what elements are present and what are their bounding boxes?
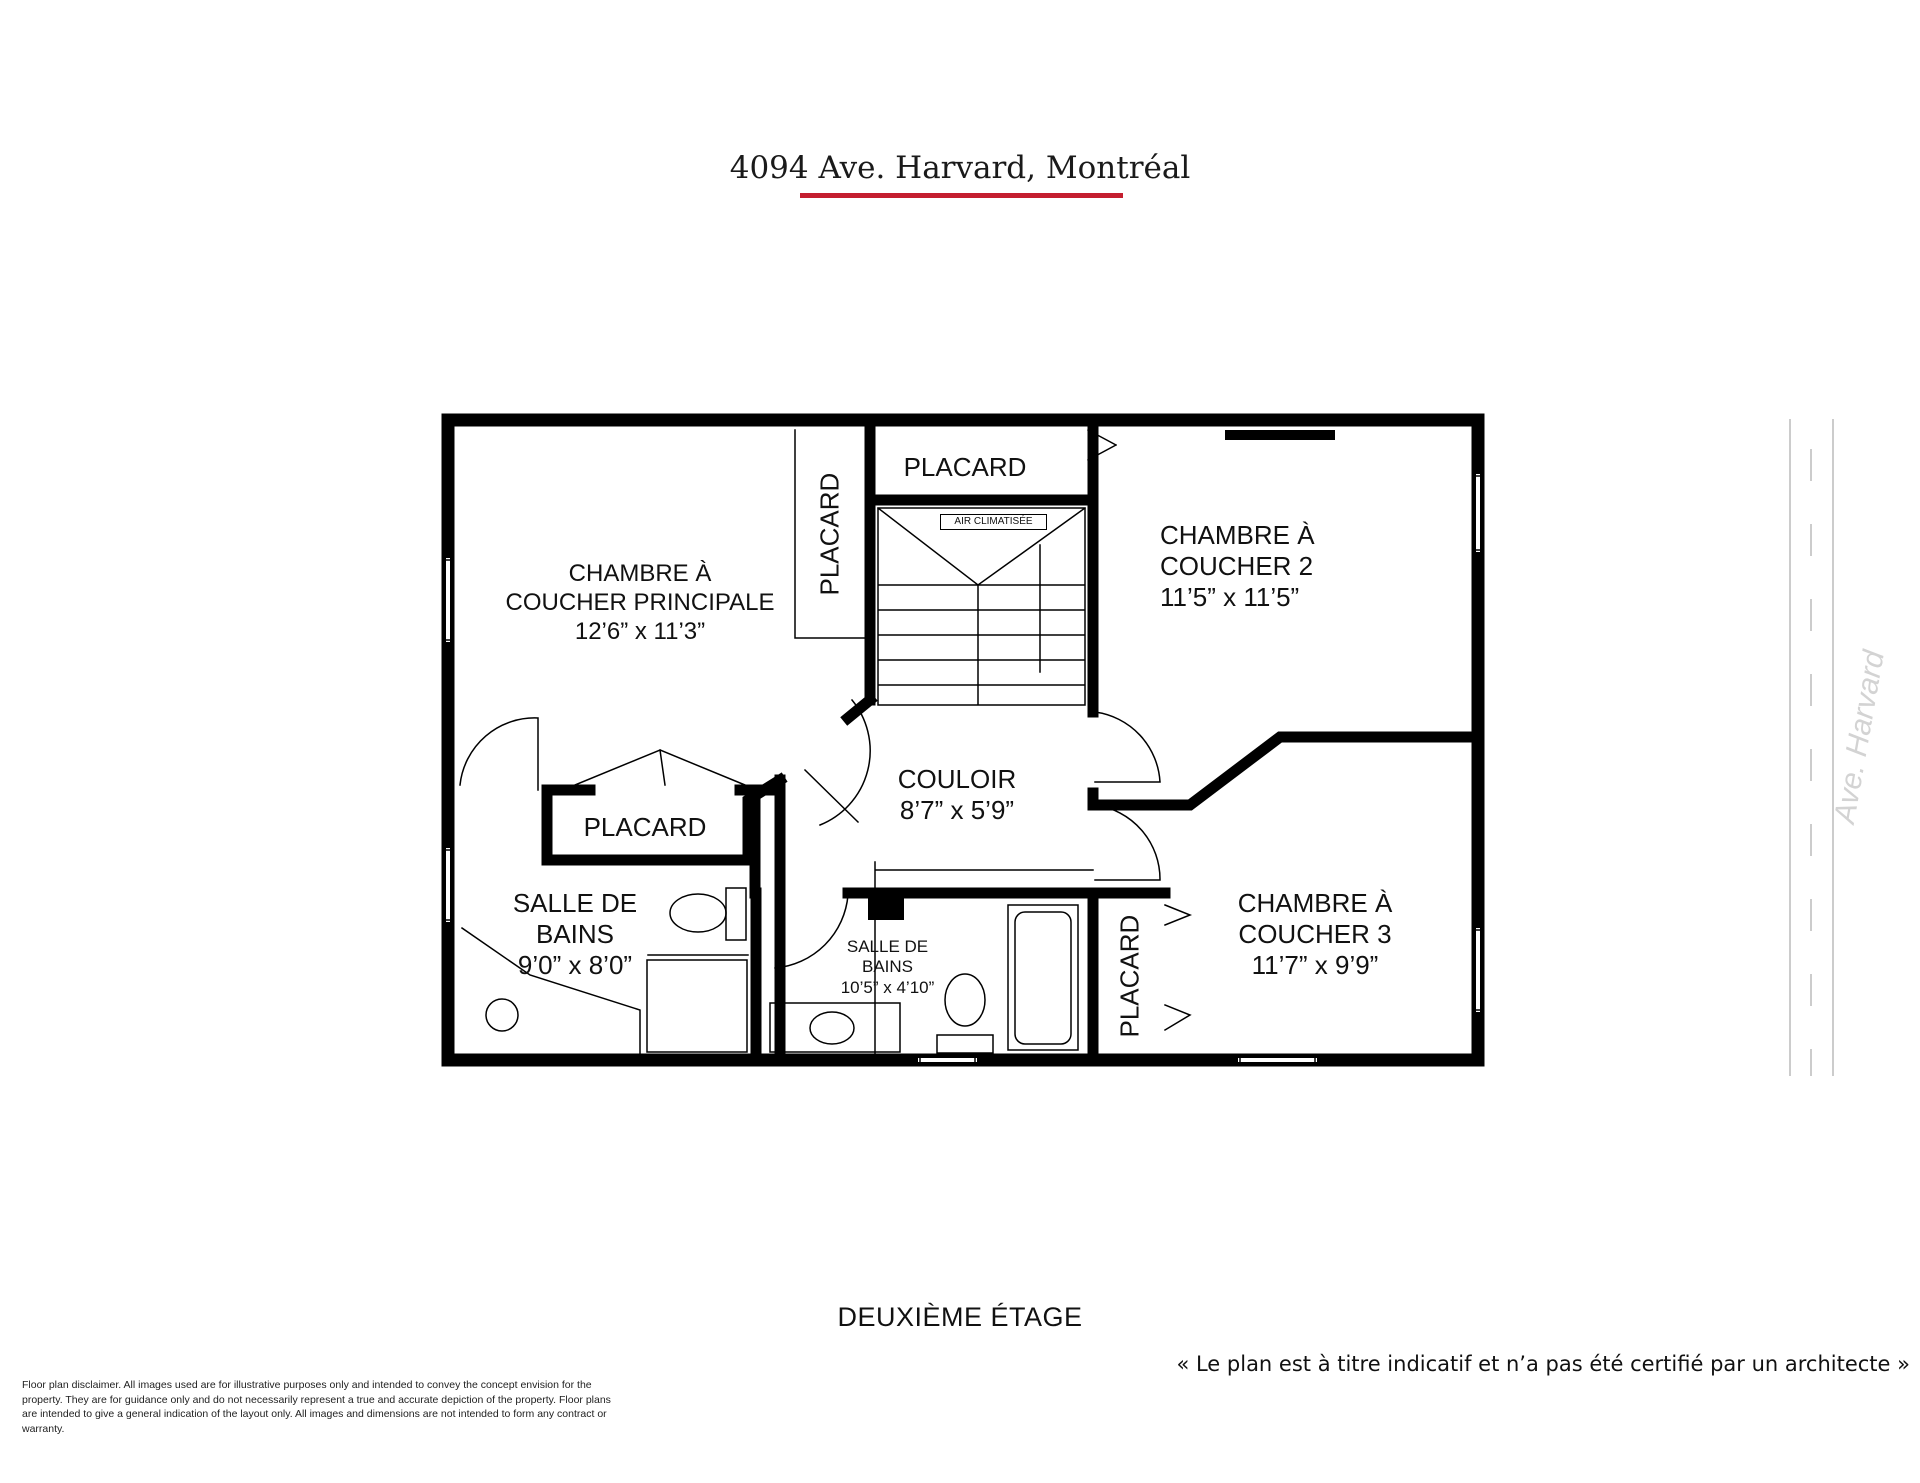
floor-name: DEUXIÈME ÉTAGE	[837, 1302, 1083, 1332]
room-label-master-bedroom: CHAMBRE À COUCHER PRINCIPALE 12’6” x 11’3”	[505, 560, 775, 645]
toilet-1	[670, 894, 726, 932]
disclaimer-note: « Le plan est à titre indicatif et n’a pas été certifié par un architecte »	[1176, 1352, 1910, 1376]
room-label-bathroom-2: SALLE DE BAINS 10’5” x 4’10”	[840, 937, 935, 997]
room-label-bathroom-1: SALLE DE BAINS 9’0” x 8’0”	[512, 888, 638, 981]
room-label-hallway: COULOIR 8’7” x 5’9”	[897, 764, 1017, 826]
toilet-1-tank	[726, 888, 746, 940]
room-label-closet-top: PLACARD	[903, 452, 1027, 482]
room-label-closet-bedroom-3: PLACARD	[1114, 914, 1145, 1038]
street-label: Ave. Harvard	[1828, 648, 1891, 826]
wall-segment	[1225, 430, 1335, 440]
sink-2	[810, 1012, 854, 1044]
room-label-closet-master: PLACARD	[583, 812, 707, 842]
sink-1	[486, 999, 518, 1031]
room-label-bedroom-2: CHAMBRE À COUCHER 2 11’5” x 11’5”	[1160, 520, 1315, 613]
bathtub	[1015, 912, 1071, 1044]
floor-plan-disclaimer: Floor plan disclaimer. All images used are for illustrative purposes only and intended to convey the concept envision for the property. They are for guidance only and do not necessarily represent a true and accurate depiction of the property. Floor plans are intended to give a general indication of the layout only. All images and dimensions are not intended to form any contract or warranty.	[22, 1379, 611, 1436]
ac-unit-label: AIR CLIMATISÉE	[940, 514, 1047, 530]
property-address: 4094 Ave. Harvard, Montréal	[729, 150, 1191, 186]
room-label-closet-vertical: PLACARD	[814, 472, 845, 596]
wall-segment-small	[868, 892, 904, 920]
room-label-bedroom-3: CHAMBRE À COUCHER 3 11’7” x 9’9”	[1237, 888, 1393, 981]
toilet-2-tank	[937, 1035, 993, 1053]
